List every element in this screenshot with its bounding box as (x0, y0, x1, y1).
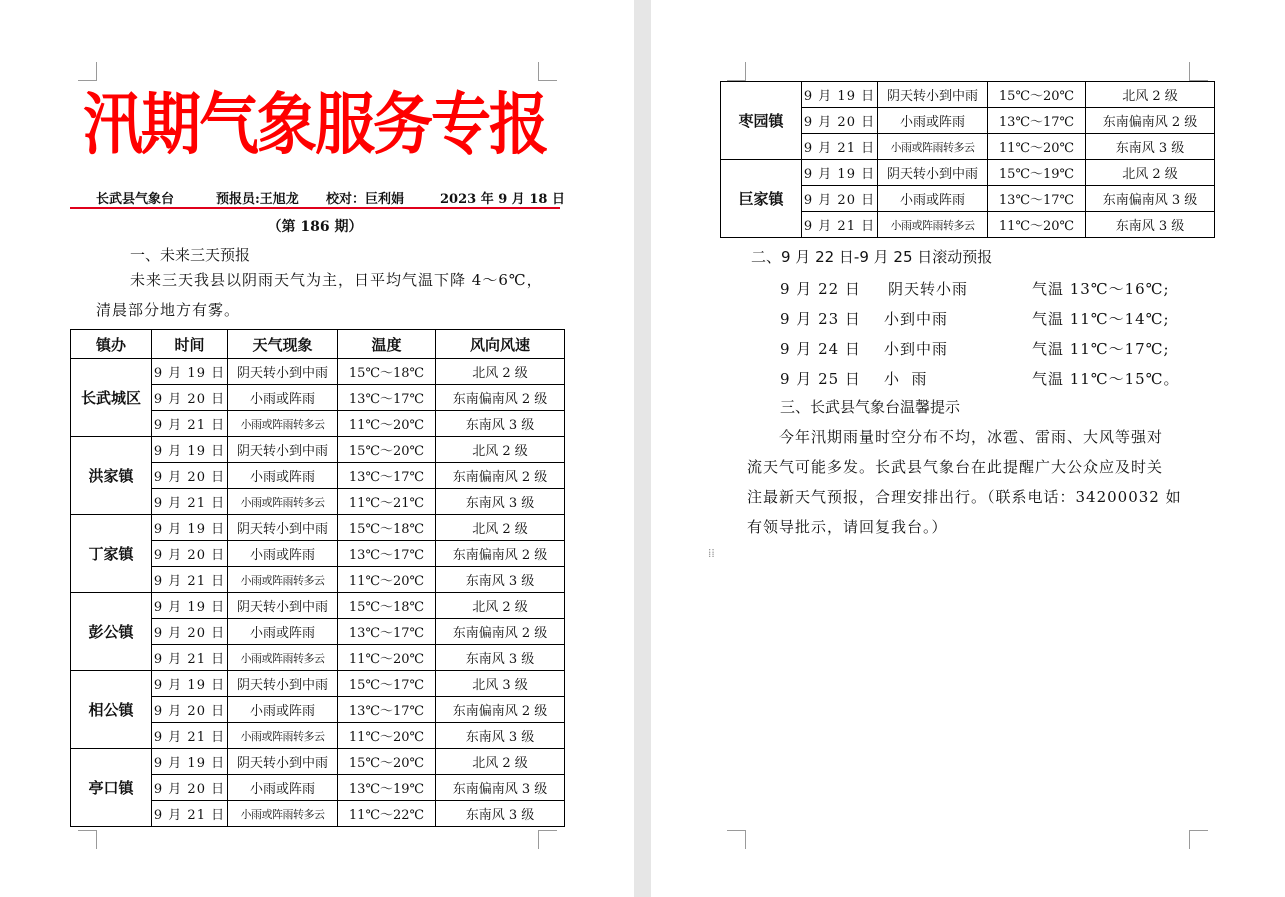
temperature-cell: 15℃～17℃ (338, 671, 436, 697)
rolling-weather: 小到中雨 (884, 340, 949, 358)
date-cell: 9 月 19 日 (152, 515, 228, 541)
temperature-cell: 13℃～17℃ (338, 385, 436, 411)
temperature-cell: 11℃～20℃ (338, 567, 436, 593)
section3-line1: 今年汛期雨量时空分布不均，冰雹、雷雨、大风等强对 (779, 428, 1164, 446)
wind-cell: 东南偏南风 2 级 (436, 619, 565, 645)
report-info-line (70, 188, 565, 208)
weather-cell: 小雨或阵雨 (228, 619, 338, 645)
weather-cell: 阴天转小到中雨 (228, 359, 338, 385)
date-cell: 9 月 21 日 (152, 567, 228, 593)
wind-cell: 东南偏南风 2 级 (436, 541, 565, 567)
temperature-cell: 11℃～20℃ (338, 723, 436, 749)
date-cell: 9 月 19 日 (152, 671, 228, 697)
temperature-cell: 11℃～20℃ (338, 645, 436, 671)
temperature-cell: 13℃～19℃ (338, 775, 436, 801)
section3-heading: 三、长武县气象台温馨提示 (780, 398, 961, 416)
temperature-cell: 11℃～20℃ (988, 212, 1086, 238)
header-wind: 风向风速 (436, 330, 565, 359)
table-row (71, 671, 565, 697)
date-cell: 9 月 20 日 (152, 541, 228, 567)
temperature-cell: 11℃～21℃ (338, 489, 436, 515)
forecast-table (70, 329, 565, 827)
date-cell: 9 月 21 日 (152, 801, 228, 827)
table-body-continued (721, 82, 1215, 238)
weather-cell: 小雨或阵雨转多云 (228, 801, 338, 827)
section2-heading: 二、9 月 22 日-9 月 25 日滚动预报 (751, 248, 993, 266)
town-name-cell: 长武城区 (71, 359, 152, 437)
rolling-temp: 气温 13℃～16℃; (1032, 280, 1170, 298)
issue-number: （第 186 期） (267, 219, 363, 235)
temperature-cell: 15℃～20℃ (338, 437, 436, 463)
wind-cell: 北风 2 级 (436, 515, 565, 541)
town-name-cell: 丁家镇 (71, 515, 152, 593)
wind-cell: 东南风 3 级 (1086, 134, 1215, 160)
wind-cell: 东南风 3 级 (436, 489, 565, 515)
weather-cell: 小雨或阵雨转多云 (228, 723, 338, 749)
rolling-temp: 气温 11℃～14℃; (1032, 310, 1170, 328)
weather-cell: 小雨或阵雨 (878, 108, 988, 134)
drag-handle-icon[interactable]: ⁞⁞ (708, 546, 715, 560)
table-row (71, 749, 565, 775)
town-name-cell: 巨家镇 (721, 160, 802, 238)
rolling-temp: 气温 11℃～17℃; (1032, 340, 1170, 358)
issue-date: 2023 年 9 月 18 日 (440, 192, 565, 207)
wind-cell: 东南偏南风 2 级 (1086, 108, 1215, 134)
weather-cell: 小雨或阵雨转多云 (878, 134, 988, 160)
date-cell: 9 月 21 日 (152, 411, 228, 437)
wind-cell: 北风 2 级 (436, 593, 565, 619)
rolling-date: 9 月 24 日 (780, 340, 861, 358)
weather-cell: 阴天转小到中雨 (878, 160, 988, 186)
temperature-cell: 15℃～20℃ (988, 82, 1086, 108)
date-cell: 9 月 19 日 (152, 749, 228, 775)
town-name-cell: 彭公镇 (71, 593, 152, 671)
date-cell: 9 月 21 日 (152, 489, 228, 515)
table-row (721, 82, 1215, 108)
wind-cell: 东南偏南风 2 级 (436, 385, 565, 411)
date-cell: 9 月 20 日 (802, 108, 878, 134)
wind-cell: 东南风 3 级 (436, 411, 565, 437)
date-cell: 9 月 20 日 (152, 463, 228, 489)
section3-line2: 流天气可能多发。长武县气象台在此提醒广大公众应及时关 (747, 458, 1164, 476)
header-town: 镇办 (71, 330, 152, 359)
weather-cell: 小雨或阵雨 (228, 385, 338, 411)
date-cell: 9 月 20 日 (152, 619, 228, 645)
date-cell: 9 月 21 日 (152, 723, 228, 749)
table-header-row (71, 330, 565, 359)
temperature-cell: 15℃～19℃ (988, 160, 1086, 186)
town-name-cell: 枣园镇 (721, 82, 802, 160)
temperature-cell: 11℃～20℃ (988, 134, 1086, 160)
wind-cell: 东南偏南风 2 级 (436, 697, 565, 723)
wind-cell: 东南风 3 级 (436, 567, 565, 593)
rolling-date: 9 月 25 日 (780, 370, 861, 388)
date-cell: 9 月 20 日 (802, 186, 878, 212)
checker: 校对：巨利娟 (326, 192, 405, 207)
wind-cell: 东南风 3 级 (436, 645, 565, 671)
temperature-cell: 11℃～20℃ (338, 411, 436, 437)
weather-cell: 小雨或阵雨 (228, 775, 338, 801)
weather-cell: 小雨或阵雨 (228, 541, 338, 567)
rolling-date: 9 月 23 日 (780, 310, 861, 328)
temperature-cell: 13℃～17℃ (338, 541, 436, 567)
temperature-cell: 13℃～17℃ (988, 186, 1086, 212)
wind-cell: 北风 2 级 (1086, 82, 1215, 108)
temperature-cell: 13℃～17℃ (338, 463, 436, 489)
weather-cell: 小雨或阵雨 (228, 697, 338, 723)
temperature-cell: 13℃～17℃ (338, 619, 436, 645)
town-name-cell: 亭口镇 (71, 749, 152, 827)
crop-mark (538, 830, 557, 849)
wind-cell: 东南风 3 级 (1086, 212, 1215, 238)
table-row (71, 515, 565, 541)
temperature-cell: 15℃～18℃ (338, 593, 436, 619)
section1-line2: 清晨部分地方有雾。 (96, 301, 241, 319)
crop-mark (1189, 830, 1208, 849)
weather-cell: 阴天转小到中雨 (228, 593, 338, 619)
weather-cell: 阴天转小到中雨 (228, 515, 338, 541)
weather-cell: 小雨或阵雨转多云 (228, 411, 338, 437)
date-cell: 9 月 19 日 (152, 593, 228, 619)
temperature-cell: 13℃～17℃ (338, 697, 436, 723)
weather-cell: 小雨或阵雨转多云 (228, 567, 338, 593)
rolling-weather: 小到中雨 (884, 310, 949, 328)
weather-cell: 阴天转小到中雨 (878, 82, 988, 108)
table-row (71, 593, 565, 619)
temperature-cell: 15℃～18℃ (338, 515, 436, 541)
table-body (71, 359, 565, 827)
weather-cell: 小雨或阵雨 (878, 186, 988, 212)
table-row (721, 160, 1215, 186)
crop-mark (78, 830, 97, 849)
wind-cell: 北风 2 级 (436, 359, 565, 385)
temperature-cell: 15℃～20℃ (338, 749, 436, 775)
header-weather: 天气现象 (228, 330, 338, 359)
wind-cell: 东南偏南风 2 级 (436, 463, 565, 489)
wind-cell: 北风 2 级 (1086, 160, 1215, 186)
crop-mark (727, 62, 746, 81)
header-temperature: 温度 (338, 330, 436, 359)
section3-line4: 有领导批示，请回复我台。） (747, 518, 948, 536)
date-cell: 9 月 21 日 (152, 645, 228, 671)
date-cell: 9 月 19 日 (152, 437, 228, 463)
wind-cell: 东南风 3 级 (436, 723, 565, 749)
forecaster: 预报员:王旭龙 (216, 192, 299, 207)
rolling-date: 9 月 22 日 (780, 280, 861, 298)
rolling-weather: 小 雨 (884, 370, 928, 388)
issuing-org: 长武县气象台 (96, 192, 175, 207)
header-rule (70, 207, 560, 209)
wind-cell: 北风 3 级 (436, 671, 565, 697)
date-cell: 9 月 20 日 (152, 385, 228, 411)
table-row (71, 437, 565, 463)
section3-line3: 注最新天气预报，合理安排出行。（联系电话：34200032 如 (747, 488, 1182, 506)
town-name-cell: 洪家镇 (71, 437, 152, 515)
wind-cell: 东南偏南风 3 级 (436, 775, 565, 801)
document-page-2 (651, 0, 1285, 897)
temperature-cell: 11℃～22℃ (338, 801, 436, 827)
weather-cell: 阴天转小到中雨 (228, 749, 338, 775)
wind-cell: 北风 2 级 (436, 749, 565, 775)
wind-cell: 北风 2 级 (436, 437, 565, 463)
temperature-cell: 13℃～17℃ (988, 108, 1086, 134)
wind-cell: 东南风 3 级 (436, 801, 565, 827)
weather-cell: 阴天转小到中雨 (228, 671, 338, 697)
date-cell: 9 月 20 日 (152, 697, 228, 723)
town-name-cell: 相公镇 (71, 671, 152, 749)
weather-cell: 小雨或阵雨转多云 (228, 489, 338, 515)
section1-heading: 一、未来三天预报 (130, 246, 251, 264)
crop-mark (727, 830, 746, 849)
date-cell: 9 月 20 日 (152, 775, 228, 801)
document-page-1 (0, 0, 634, 897)
weather-cell: 阴天转小到中雨 (228, 437, 338, 463)
date-cell: 9 月 19 日 (802, 160, 878, 186)
crop-mark (1189, 62, 1208, 81)
rolling-temp: 气温 11℃～15℃。 (1032, 370, 1180, 388)
date-cell: 9 月 21 日 (802, 134, 878, 160)
rolling-weather: 阴天转小雨 (888, 280, 969, 298)
date-cell: 9 月 21 日 (802, 212, 878, 238)
weather-cell: 小雨或阵雨转多云 (228, 645, 338, 671)
weather-cell: 小雨或阵雨转多云 (878, 212, 988, 238)
section1-line1: 未来三天我县以阴雨天气为主，日平均气温下降 4～6℃， (130, 271, 543, 289)
wind-cell: 东南偏南风 3 级 (1086, 186, 1215, 212)
weather-cell: 小雨或阵雨 (228, 463, 338, 489)
header-time: 时间 (152, 330, 228, 359)
date-cell: 9 月 19 日 (152, 359, 228, 385)
forecast-table-continued (720, 81, 1215, 238)
report-title: 汛期气象服务专报 (83, 85, 547, 165)
table-row (71, 359, 565, 385)
temperature-cell: 15℃～18℃ (338, 359, 436, 385)
date-cell: 9 月 19 日 (802, 82, 878, 108)
